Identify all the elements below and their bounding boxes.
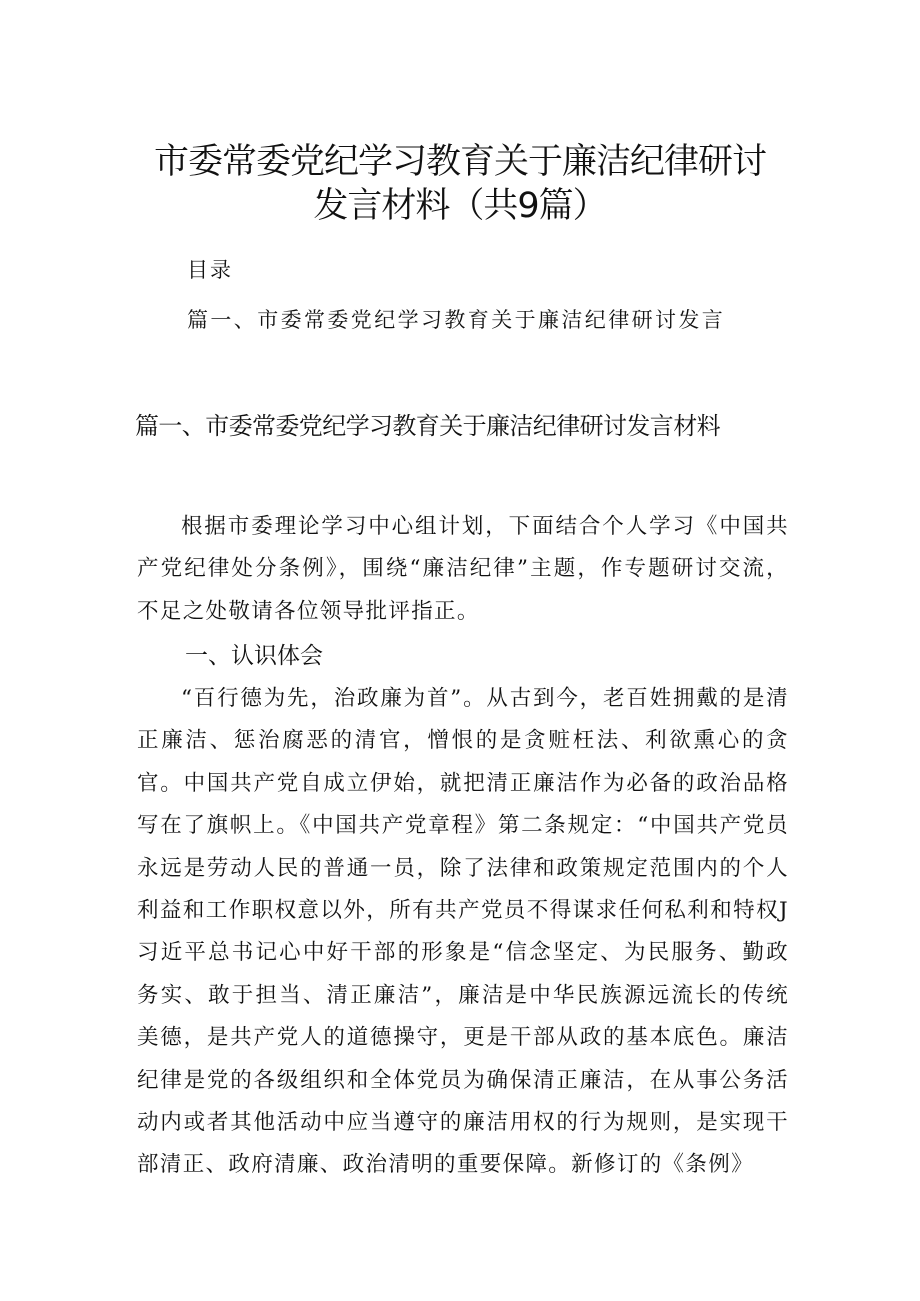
document-title — [60, 138, 860, 234]
toc-item: 篇一、市委常委党纪学习教育关于廉洁纪律研讨发言 — [187, 308, 726, 332]
subheading-recognition: 一、认识体会 — [185, 643, 323, 669]
intro-paragraph: 根据市委理论学习中心组计划，下面结合个人学习《中国共产党纪律处分条例》，围绕“廉洁纪律”主题，作专题研讨交流，不足之处敬请各位领导批评指正。 — [137, 514, 789, 624]
document-title-line-2: 发言材料（共9篇） — [313, 186, 607, 226]
section-heading: 篇一、市委常委党纪学习教育关于廉洁纪律研讨发言材料 — [135, 412, 720, 440]
body-paragraph: “百行德为先，治政廉为首”。从古到今，老百姓拥戴的是清正廉洁、惩治腐恶的清官，憎恨的是贪赃枉法、利欲熏心的贪官。中国共产党自成立伊始，就把清正廉洁作为必备的政治品格写在了旗帜上。《中国共产党章程》第二条规定：“中国共产党员永远是劳动人民的普通一员，除了法律和政策规定范围内的个人利益和工作职权意以外，所有共产党员不得谋求任何私利和特权J习近平总书记心中好干部的形象是“信念坚定、为民服务、勤政务实、敢于担当、清正廉洁”，廉洁是中华民族源远流长的传统美德，是共产党人的道德操守，更是干部从政的基本底色。廉洁纪律是党的各级组织和全体党员为确保清正廉洁，在从事公务活动内或者其他活动中应当遵守的廉洁用权的行为规则，是实现干部清正、政府清廉、政治清明的重要保障。新修订的《条例》 — [137, 686, 789, 1178]
document-title-line-1: 市委常委党纪学习教育关于廉洁纪律研讨 — [153, 142, 766, 182]
toc-label: 目录 — [187, 258, 233, 282]
